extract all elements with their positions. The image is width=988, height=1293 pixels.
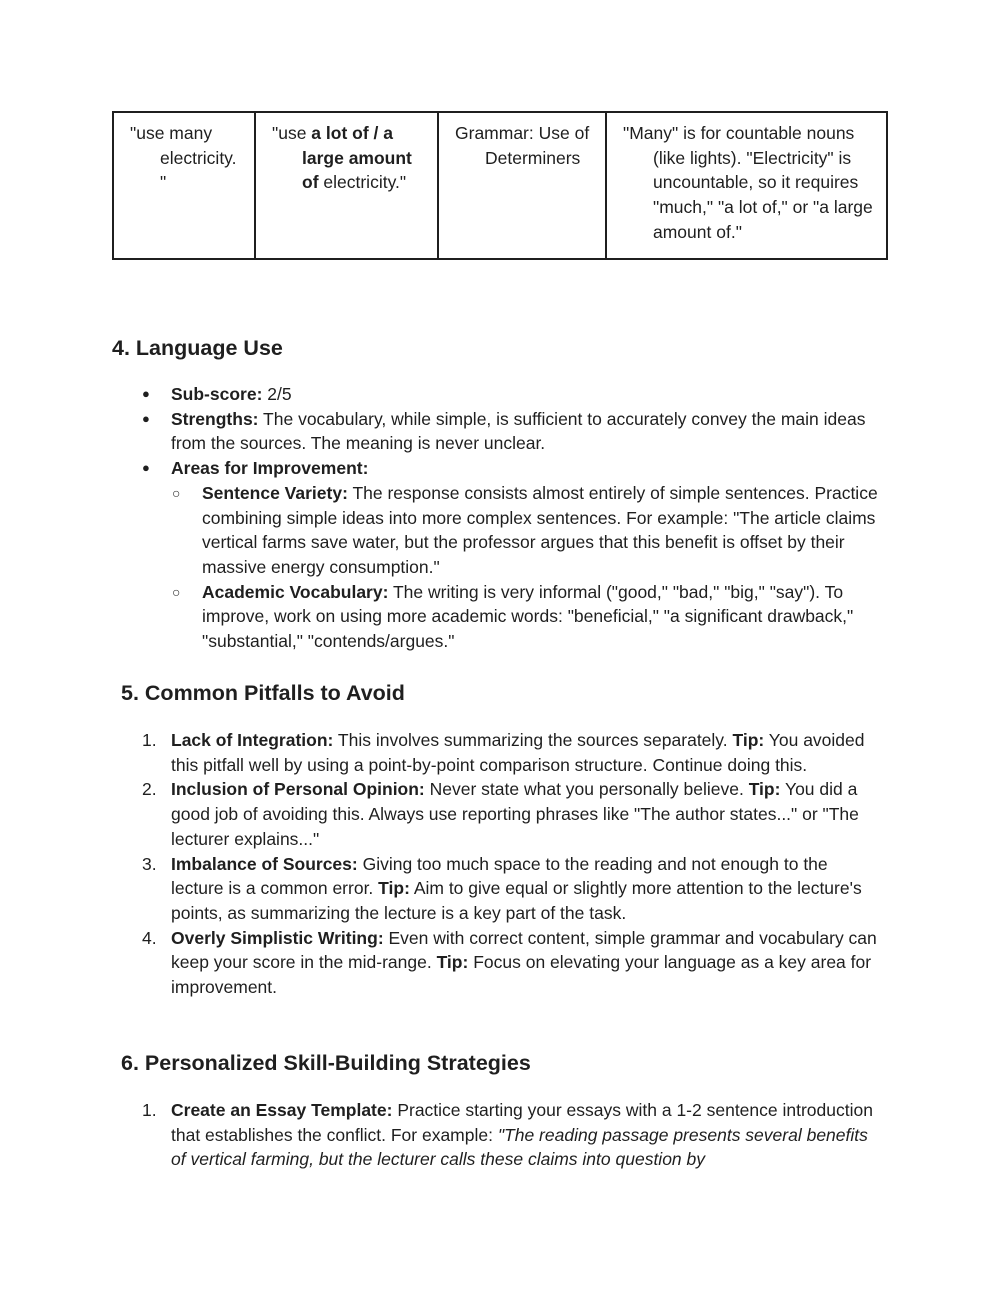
item-number: 1. [142, 730, 157, 750]
item-label: Lack of Integration: [171, 730, 334, 750]
tip-label: Tip: [748, 779, 781, 800]
list-item [142, 728, 884, 777]
original-cell [113, 112, 255, 259]
list-item [142, 456, 884, 654]
list-item [142, 777, 884, 851]
table-row [113, 112, 887, 259]
tip-label: Tip: [436, 952, 469, 973]
vocab-text: The writing is very informal ("good," "bad," "big," "say"). To improve, work on using more academic words: "beneficial," "a significant drawback," "substantial," "contends/argues." [202, 581, 854, 652]
section5-heading: 5. Common Pitfalls to Avoid [121, 681, 405, 705]
item-text: Never state what you personally believe. [424, 779, 749, 800]
variety-text: The response consists almost entirely of simple sentences. Practice combining simple ideas into more complex sentences. For example: "The article claims vertical farms save water, but the professor argues that this benefit is offset by their massive energy consumption." [202, 482, 878, 577]
item-label: Create an Essay Template: [171, 1100, 393, 1120]
strengths-label: Strengths: [171, 408, 259, 429]
list-item [172, 580, 884, 654]
section6-heading: 6. Personalized Skill-Building Strategies [121, 1051, 531, 1075]
language-use-list [142, 382, 884, 654]
item-label: Overly Simplistic Writing: [171, 927, 384, 948]
improvement-label: Areas for Improvement: [171, 458, 369, 479]
correction-prefix: "use [272, 123, 312, 143]
subscore-value: 2/5 [262, 384, 292, 404]
correction-suffix: electricity." [318, 172, 407, 193]
improvement-sublist [142, 481, 884, 654]
feedback-table [112, 111, 888, 260]
list-item [142, 1098, 884, 1172]
category-cell [438, 112, 606, 259]
list-item [142, 852, 884, 926]
category-text: Grammar: Use of Determiners [455, 123, 590, 168]
example-text: "The reading passage presents several benefits of vertical farming, but the lecturer calls these claims into question by [171, 1124, 868, 1170]
variety-label: Sentence Variety: [202, 482, 348, 503]
tip-text: Aim to give equal or slightly more attention to the lecture's points, as summarizing the lecture is a key part of the task. [171, 878, 862, 923]
explanation-text: "Many" is for countable nouns (like lights). "Electricity" is uncountable, so it requires "much," "a lot of," or "a large amount of." [623, 123, 873, 242]
tip-text: Focus on elevating your language as a key area for improvement. [171, 952, 872, 998]
vocab-label: Academic Vocabulary: [202, 581, 389, 602]
item-text: This involves summarizing the sources separately. [333, 730, 733, 750]
strategies-list [142, 1098, 884, 1172]
item-label: Inclusion of Personal Opinion: [171, 779, 425, 800]
item-label: Imbalance of Sources: [171, 853, 358, 874]
pitfalls-list [142, 728, 884, 1000]
item-number: 4. [142, 927, 157, 948]
original-text-line1: "use many [130, 123, 213, 143]
item-text: Practice starting your essays with a 1-2 sentence introduction that establishes the conflict. For example: [171, 1100, 873, 1145]
item-text: Even with correct content, simple grammar and vocabulary can keep your score in the mid-range. [171, 927, 877, 973]
list-item [142, 407, 884, 456]
tip-text: You avoided this pitfall well by using a point-by-point comparison structure. Continue doing this. [171, 730, 865, 775]
tip-label: Tip: [378, 878, 410, 899]
explanation-cell [606, 112, 887, 259]
item-number: 2. [142, 779, 157, 800]
tip-text: You did a good job of avoiding this. Always use reporting phrases like "The author states..." or "The lecturer explains..." [171, 779, 859, 849]
correction-bold: a lot of / a large amount of [302, 123, 412, 193]
strengths-text: The vocabulary, while simple, is sufficient to accurately convey the main ideas from the sources. The meaning is never unclear. [171, 408, 866, 454]
correction-cell [255, 112, 438, 259]
tip-label: Tip: [732, 730, 765, 750]
original-text-line3: " [160, 172, 167, 193]
item-text: Giving too much space to the reading and not enough to the lecture is a common error. [171, 853, 828, 899]
item-number: 3. [142, 853, 157, 874]
item-number: 1. [142, 1100, 157, 1120]
list-item [142, 926, 884, 1000]
subscore-label: Sub-score: [171, 384, 263, 404]
original-text-line2: electricity. [160, 147, 237, 168]
list-item [142, 382, 884, 407]
section4-heading: 4. Language Use [112, 336, 283, 360]
correction-text [272, 121, 425, 195]
list-item [172, 481, 884, 580]
